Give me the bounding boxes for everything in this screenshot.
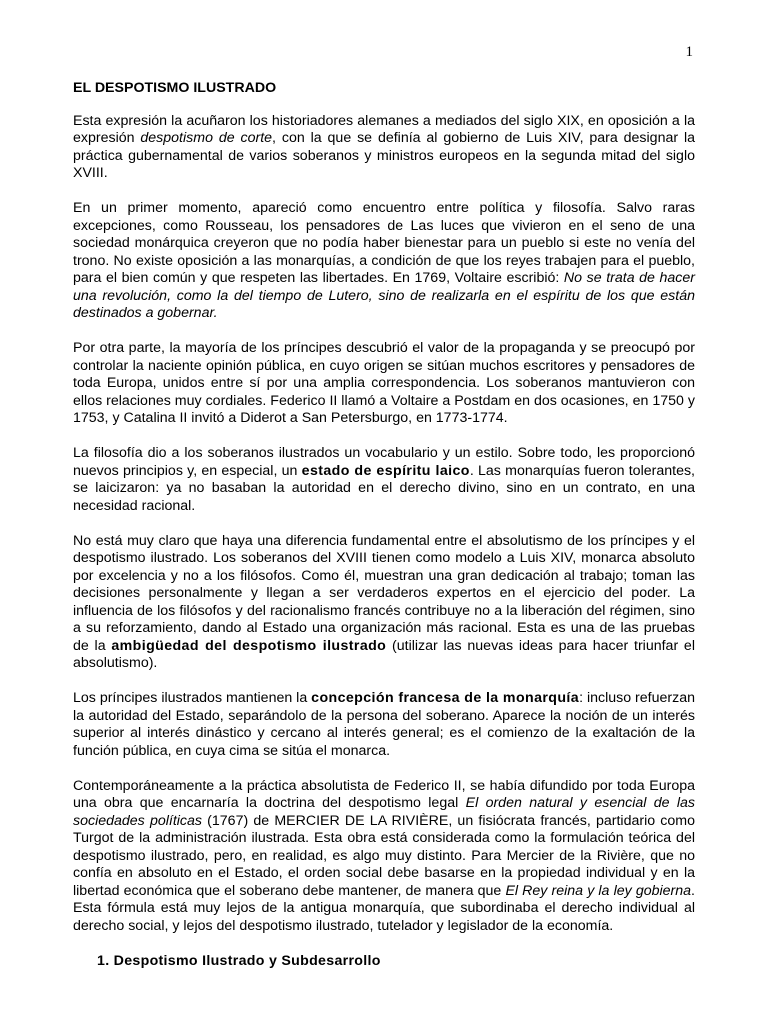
book-title: El orden natural y esencial de las sociedades políticas (73, 795, 695, 829)
paragraph-text: Esta expresión la acuñaron los historiadores alemanes a mediados del siglo XIX, en oposición a la expresión (73, 112, 695, 146)
paragraph-text: : incluso refuerzan la autoridad del Estado, separándolo de la persona del soberano. Aparece la noción de un interés superior al interés dinástico y cercano al interés general; es el comienzo de la exaltación de la función pública, en cuya cima se sitúa el monarca. (73, 690, 695, 759)
paragraph-3 (73, 340, 695, 428)
paragraph-2 (73, 200, 695, 323)
paragraph-text: . Las monarquías fueron tolerantes, se laicizaron: ya no basaban la autoridad en el derecho divino, sino en un contrato, en una necesidad racional. (73, 462, 695, 514)
paragraph-text: . Esta fórmula está muy lejos de la antigua monarquía, que subordinaba el derecho individual al derecho social, y lejos del despotismo ilustrado, tutelador y legislador de la economía. (73, 882, 695, 934)
section-heading: 1. Despotismo Ilustrado y Subdesarrollo (97, 952, 381, 969)
paragraph-text: En un primer momento, apareció como encuentro entre política y filosofía. Salvo raras excepciones, como Rousseau, los pensadores de Las luces que vivieron en el seno de una sociedad monárquica creyeron que no podía haber bienestar para un pueblo si este no venía del trono. No existe oposición a las monarquías, a condición de que los reyes trabajen para el pueblo, para el bien común y que respeten las libertades. En 1769, Voltaire escribió: (73, 200, 695, 286)
italic-phrase: El Rey reina y la ley gobierna (505, 882, 692, 899)
paragraph-text: (1767) de MERCIER DE LA RIVIÈRE, un fisiócrata francés, partidario como Turgot de la administración ilustrada. Esta obra está considerada como la formulación teórica del despotismo ilustrado, pero, en realidad, es algo muy distinto. Para Mercier de la Rivière, que no confía en absoluto en el Estado, el orden social debe basarse en la propiedad individual y en la libertad económica que el soberano debe mantener, de manera que (73, 812, 695, 899)
paragraph-text: (utilizar las nuevas ideas para hacer triunfar el absolutismo). (73, 637, 695, 671)
paragraph-text: Los príncipes ilustrados mantienen la (73, 690, 312, 706)
voltaire-quote: No se trata de hacer una revolución, como la del tiempo de Lutero, sino de realizarla en el espíritu de los que están destinados a gobernar. (73, 270, 696, 321)
bold-phrase: concepción francesa de la monarquía (311, 690, 580, 706)
paragraph-6 (73, 690, 695, 760)
paragraph-text: No está muy claro que haya una diferencia fundamental entre el absolutismo de los príncipes y el despotismo ilustrado. Los soberanos del XVIII tienen como modelo a Luis XIV, monarca absoluto por excelencia y no a los filósofos. Como él, muestran una gran dedicación al trabajo; toman las decisiones personalmente y llegan a ser verdaderos expertos en el ejercicio del poder. La influencia de los filósofos y del racionalismo francés contribuye no a la liberación del régimen, sino a su reforzamiento, dando al Estado una organización más racional. Esta es una de las pruebas de la (73, 532, 695, 654)
bold-phrase: estado de espíritu laico (301, 462, 470, 479)
paragraph-4 (73, 445, 695, 515)
paragraph-1 (73, 113, 695, 183)
bold-phrase: ambigüedad del despotismo ilustrado (111, 637, 387, 654)
paragraph-text: Contemporáneamente a la práctica absolutista de Federico II, se había difundido por toda Europa una obra que encarnaría la doctrina del despotismo legal (73, 777, 695, 811)
document-body (73, 80, 695, 970)
page-number: 1 (685, 44, 693, 60)
paragraph-text: Por otra parte, la mayoría de los príncipes descubrió el valor de la propaganda y se preocupó por controlar la naciente opinión pública, en cuyo origen se sitúan muchos escritores y pensadores de toda Europa, unidos entre sí por una amplia correspondencia. Los soberanos mantuvieron con ellos relaciones muy cordiales. Federico II llamó a Voltaire a Postdam en dos ocasiones, en 1750 y 1753, y Catalina II invitó a Diderot a San Petersburgo, en 1773-1774. (73, 340, 695, 426)
paragraph-7 (73, 778, 695, 936)
document-title: EL DESPOTISMO ILUSTRADO (73, 80, 277, 96)
paragraph-text: La filosofía dio a los soberanos ilustrados un vocabulario y un estilo. Sobre todo, les proporcionó nuevos principios y, en especial, un (73, 445, 695, 479)
paragraph-text: , con la que se definía al gobierno de Luis XIV, para designar la práctica gubernamental de varios soberanos y ministros europeos en la segunda mitad del siglo XVIII. (73, 130, 695, 181)
italic-phrase: despotismo de corte (140, 130, 273, 146)
paragraph-5 (73, 533, 695, 673)
